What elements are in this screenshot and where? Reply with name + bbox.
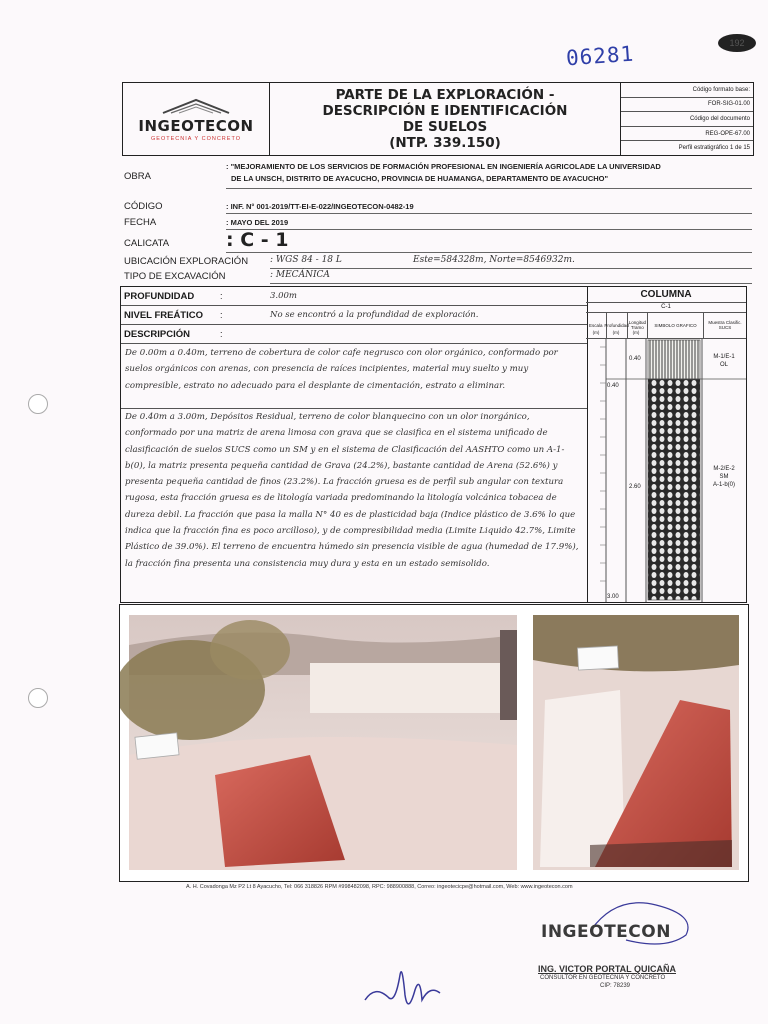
title-line: DESCRIPCIÓN E IDENTIFICACIÓN: [322, 103, 568, 119]
layer2-description: De 0.40m a 3.00m, Depósitos Residual, terreno de color blanquecino con un olor inorgánico, conformado por una matriz de arena limosa con grava que se clasifica en el sistema unificado de clasificación de suelos SUCS como un SM y en el sistema de Clasificación del AASHTO como un A-1-b(0), la matriz presenta pequeña cantidad de Grava (24.2%), bastante cantidad de Arena (52.6%) y presenta pequeña cantidad de finos (23.2%). La fracción gruesa es de perfil sub angular con textura rugosa, esta fracción gruesa es de litología variada predominando la litología volcánica tobacea de dureza debil. La fracción que pasa la malla N° 40 es de plasticidad baja (Indice plástico de 3.6% lo que indica que la fracción fina es poco arcilloso), y de compresibilidad media (Limite Liquido 42.7%, Limite Plástico de 39.0%). El terreno de encuentra húmedo sin presencia visible de agua (humedad de 17.9%), la fracción fina presenta una consistencia muy dura y esta en un estado semisolido.: [125, 412, 579, 569]
colon: :: [220, 310, 223, 320]
obra-value-line1: : "MEJORAMIENTO DE LOS SERVICIOS DE FORMACIÓN PROFESIONAL EN INGENIERÍA AGRICOLADE LA UNIVERSIDAD: [226, 162, 661, 171]
unit-label: (m): [592, 330, 600, 335]
column-title: COLUMNA: [586, 287, 746, 303]
nivel-freatico-label: NIVEL FREÁTICO: [124, 309, 203, 321]
calicata-label: CALICATA: [124, 238, 170, 249]
column-body: [586, 339, 746, 602]
layer1-thickness: 0.40: [629, 356, 641, 362]
fecha-value: : MAYO DEL 2019: [226, 218, 289, 227]
sample2-class: SM: [719, 474, 729, 480]
corner-page-mark: 192: [718, 34, 756, 52]
divider: [226, 213, 752, 214]
codigo-label: CÓDIGO: [124, 201, 163, 212]
sample2-aashto: A-1-b(0): [712, 482, 735, 488]
photo1-tree: [210, 620, 290, 680]
excavacion-value: : MECÁNICA: [270, 270, 330, 280]
binder-hole-icon: [28, 688, 48, 708]
column-head-muestra: Muestra Clasific. SUCS: [708, 320, 742, 330]
excavation-photos: [120, 605, 748, 881]
signature-firm: INGEOTECON: [541, 922, 671, 942]
title-line: (NTP. 339.150): [389, 135, 501, 151]
divider: [270, 283, 752, 284]
colon: :: [220, 291, 223, 301]
meta-line: Código formato base:: [621, 83, 753, 98]
column-head-simbolo: SIMBOLO GRAFICO: [648, 312, 704, 338]
document-title: [270, 83, 621, 155]
sample1-class: OL: [719, 362, 728, 368]
title-line: PARTE DE LA EXPLORACIÓN -: [335, 87, 555, 103]
binder-hole-icon: [28, 394, 48, 414]
column-pit-id: C-1: [586, 303, 746, 313]
unit-label: (m): [632, 330, 640, 335]
column-head-longitud: Longitud Tramo: [628, 312, 649, 338]
signature-role: CONSULTOR EN GEOTECNIA Y CONCRETO: [540, 975, 666, 981]
obra-value-line2: DE LA UNSCH, DISTRITO DE AYACUCHO, PROVINCIA DE HUAMANGA, DEPARTAMENTO DE AYACUCHO": [231, 174, 609, 183]
divider: [226, 229, 752, 230]
meta-line: REG-OPE-67.00: [621, 127, 753, 142]
document-header: [122, 82, 754, 156]
handwritten-signature-icon: [360, 955, 450, 1024]
logo-roof-icon: [161, 97, 231, 115]
ubicacion-label: UBICACIÓN EXPLORACIÓN: [124, 256, 249, 267]
nivel-freatico-value: No se encontró a la profundidad de exploración.: [270, 310, 479, 320]
footer-contact: A. H. Covadonga Mz P2 Lt 8 Ayacucho, Tel: 066 318826 RPM #998482098, RPC: 988900888, Correo: ingeotecicpe@hotmail.com, Web: www.ingeotecon.com: [186, 884, 573, 890]
layer2-thickness: 2.60: [629, 484, 641, 490]
unit-label: (m): [612, 330, 620, 335]
sample1-id: M-1/E-1: [713, 354, 735, 360]
document-meta: [621, 83, 753, 155]
stamp-number: 06281: [565, 41, 635, 71]
excavacion-label: TIPO DE EXCAVACIÓN: [124, 271, 226, 282]
photo1-field: [310, 663, 510, 713]
photo-panel: [119, 604, 749, 882]
sample2-id: M-2/E-2: [713, 466, 735, 472]
signature-engineer: ING. VICTOR PORTAL QUICAÑA: [538, 964, 677, 974]
descripcion-label: DESCRIPCIÓN: [124, 328, 190, 340]
photo1-sign: [135, 733, 179, 759]
ubicacion-coordinates: Este=584328m, Norte=8546932m.: [413, 255, 575, 265]
meta-line: Código del documento: [621, 112, 753, 127]
title-line: DE SUELOS: [402, 119, 488, 135]
photo1-shadow: [500, 630, 517, 720]
photo2-sign: [577, 646, 618, 670]
ubicacion-value: : WGS 84 - 18 L: [270, 255, 342, 265]
company-logo: [123, 83, 270, 155]
depth-top-label: 0.40: [607, 383, 619, 389]
nivel-freatico-row: [121, 306, 587, 325]
descripcion-row: [121, 325, 587, 344]
signature-cip: CIP: 78239: [600, 983, 631, 989]
divider: [226, 188, 752, 189]
divider: [226, 252, 752, 253]
calicata-value: : C - 1: [226, 229, 289, 251]
obra-label: OBRA: [124, 171, 151, 182]
stratigraphic-column: [586, 286, 747, 603]
sample2-label: [704, 465, 744, 489]
codigo-value: : INF. N° 001-2019/TT-EI-E-022/INGEOTECON-0482-19: [226, 202, 414, 211]
column-head-profundidad: Profundidad: [607, 312, 628, 338]
meta-line: FOR-SIG-01.00: [621, 98, 753, 113]
sample1-label: [704, 353, 744, 369]
profundidad-label: PROFUNDIDAD: [124, 290, 195, 302]
depth-bottom-label: 3.00: [607, 594, 619, 600]
logo-name: INGEOTECON: [138, 116, 254, 135]
meta-line: Perfil estratigráfico 1 de 15: [678, 145, 750, 152]
column-units: [586, 330, 646, 335]
column-head-escala: Escala: [586, 312, 607, 338]
fecha-label: FECHA: [124, 217, 157, 228]
divider: [270, 268, 752, 269]
layer1-description: De 0.00m a 0.40m, terreno de cobertura de color cafe negrusco con olor orgánico, conformado por suelos orgánicos con arenas, con presencia de raíces incipientes, material muy suelto y muy compresible, estrato no adecuado para el desplante de cimentación, estrato a eliminar.: [125, 348, 558, 391]
logo-tagline: GEOTECNIA Y CONCRETO: [151, 135, 241, 142]
profundidad-row: [121, 287, 587, 306]
photo2-vegetation: [533, 615, 739, 671]
description-table: [120, 286, 588, 603]
profundidad-value: 3.00m: [270, 291, 297, 301]
colon: :: [220, 329, 223, 339]
